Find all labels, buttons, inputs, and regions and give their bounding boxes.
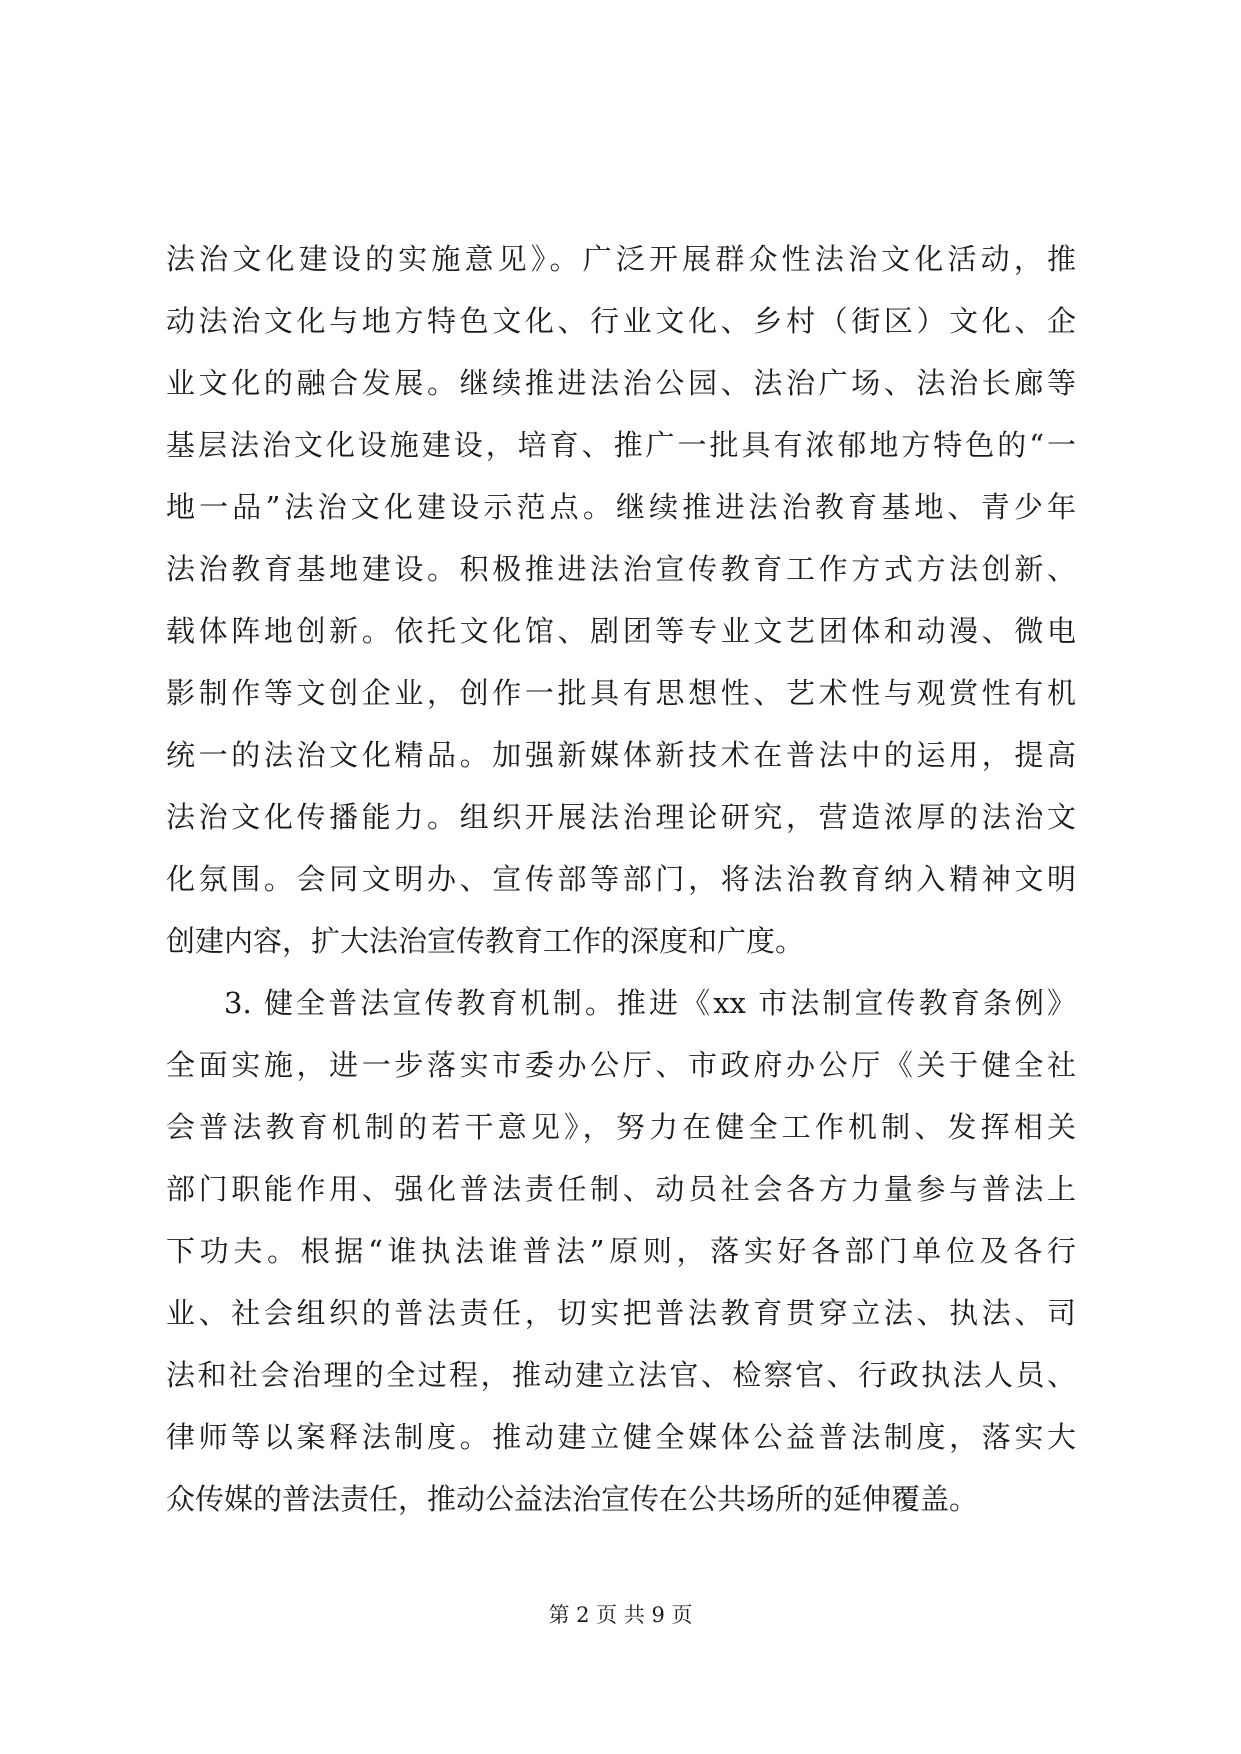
text-line: 法治文化传播能力。组织开展法治理论研究，营造浓厚的法治文 [166, 800, 1076, 834]
text-line: 统一的法治文化精品。加强新媒体新技术在普法中的运用，提高 [166, 738, 1076, 772]
text-line: 业、社会组织的普法责任，切实把普法教育贯穿立法、执法、司 [166, 1296, 1076, 1330]
text-line: 众传媒的普法责任，推动公益法治宣传在公共场所的延伸覆盖。 [166, 1482, 979, 1516]
text-line: 地一品”法治文化建设示范点。继续推进法治教育基地、青少年 [166, 490, 1076, 524]
page-footer [0, 1600, 1241, 1630]
text-line: 业文化的融合发展。继续推进法治公园、法治广场、法治长廊等 [166, 366, 1076, 400]
text-line: 会普法教育机制的若干意见》，努力在健全工作机制、发挥相关 [166, 1110, 1076, 1144]
paragraph-mechanism [166, 972, 1076, 1530]
text-line: 下功夫。根据“谁执法谁普法”原则，落实好各部门单位及各行 [166, 1234, 1076, 1268]
text-line: 创建内容，扩大法治宣传教育工作的深度和广度。 [166, 924, 805, 958]
text-line: 全面实施，进一步落实市委办公厅、市政府办公厅《关于健全社 [166, 1048, 1076, 1082]
text-line: 动法治文化与地方特色文化、行业文化、乡村（街区）文化、企 [166, 304, 1076, 338]
text-line: 载体阵地创新。依托文化馆、剧团等专业文艺团体和动漫、微电 [166, 614, 1076, 648]
page-number-label: 第 2 页 共 9 页 [548, 1603, 693, 1627]
text-line: 3. 健全普法宣传教育机制。推进《xx 市法制宣传教育条例》 [224, 986, 1076, 1020]
text-line: 影制作等文创企业，创作一批具有思想性、艺术性与观赏性有机 [166, 676, 1076, 710]
text-line: 基层法治文化设施建设，培育、推广一批具有浓郁地方特色的“一 [166, 428, 1076, 462]
text-line: 化氛围。会同文明办、宣传部等部门，将法治教育纳入精神文明 [166, 862, 1076, 896]
paragraph-law-culture [166, 228, 1076, 972]
text-line: 律师等以案释法制度。推动建立健全媒体公益普法制度，落实大 [166, 1420, 1076, 1454]
text-line: 部门职能作用、强化普法责任制、动员社会各方力量参与普法上 [166, 1172, 1076, 1206]
text-line: 法和社会治理的全过程，推动建立法官、检察官、行政执法人员、 [166, 1358, 1076, 1392]
text-line: 法治文化建设的实施意见》。广泛开展群众性法治文化活动，推 [166, 242, 1076, 276]
body-text [166, 228, 1076, 1530]
text-line: 法治教育基地建设。积极推进法治宣传教育工作方式方法创新、 [166, 552, 1076, 586]
